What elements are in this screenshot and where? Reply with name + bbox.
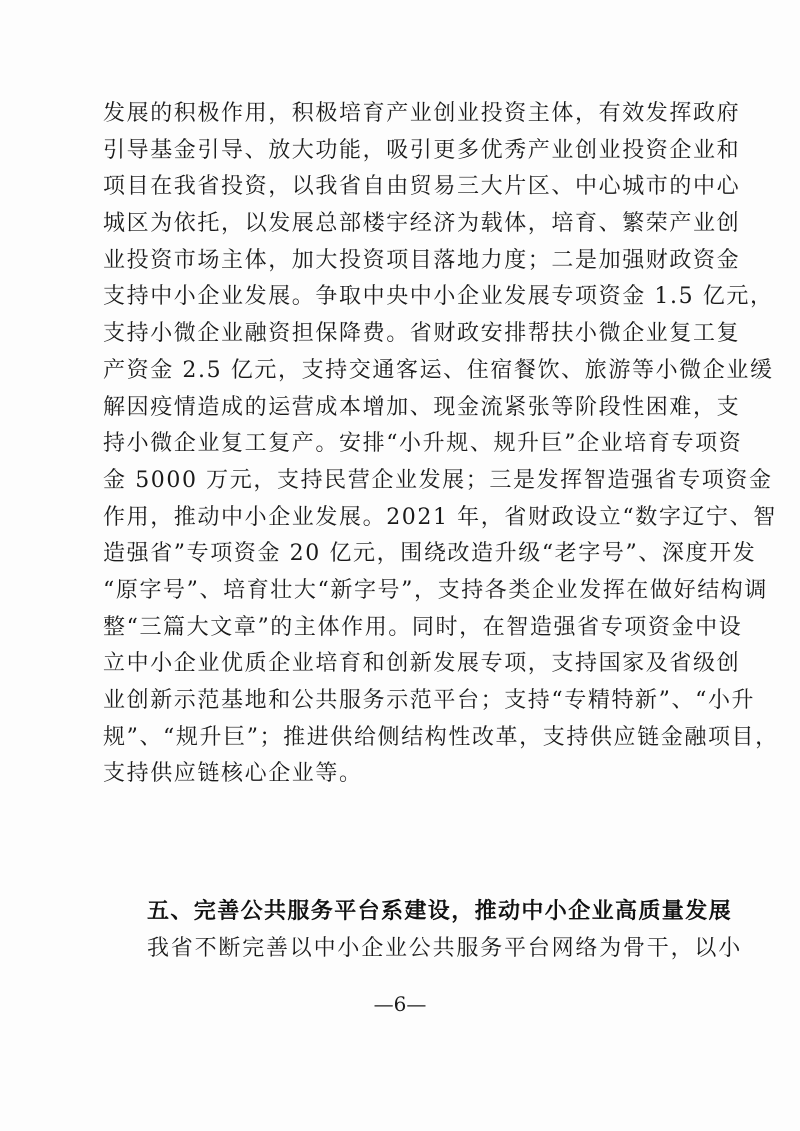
text-line: 规”、“规升巨”；推进供给侧结构性改革，支持供应链金融项目，	[103, 724, 779, 750]
text-line: 造强省”专项资金 20 亿元，围绕改造升级“老字号”、深度开发	[103, 541, 757, 567]
text-line: 引导基金引导、放大功能，吸引更多优秀产业创业投资企业和	[103, 137, 741, 163]
text-line: 项目在我省投资，以我省自由贸易三大片区、中心城市的中心	[103, 174, 741, 200]
text-line: 整“三篇大文章”的主体作用。同时，在智造强省专项资金中设	[103, 614, 743, 640]
text-line: 业投资市场主体，加大投资项目落地力度；二是加强财政资金	[103, 247, 741, 273]
text-line: 业创新示范基地和公共服务示范平台；支持“专精特新”、“小升	[103, 688, 756, 713]
text-line: 支持小微企业融资担保降费。省财政安排帮扶小微企业复工复	[103, 321, 741, 347]
page-number: —6—	[373, 992, 427, 1016]
text-line: 持小微企业复工复产。安排“小升规、规升巨”企业培育专项资	[103, 431, 743, 457]
text-line: 产资金 2.5 亿元，支持交通客运、住宿餐饮、旅游等小微企业缓	[103, 357, 774, 383]
text-line: 支持中小企业发展。争取中央中小企业发展专项资金 1.5 亿元，	[103, 284, 774, 310]
text-line: 立中小企业优质企业培育和创新发展专项，支持国家及省级创	[103, 651, 741, 677]
text-line: 城区为依托，以发展总部楼宇经济为载体，培育、繁荣产业创	[103, 211, 741, 237]
text-line: 作用，推动中小企业发展。2021 年，省财政设立“数字辽宁、智	[103, 504, 777, 530]
text-line: 支持供应链核心企业等。	[103, 761, 363, 787]
text-line: 发展的积极作用，积极培育产业创业投资主体，有效发挥政府	[103, 101, 741, 126]
text-line: 解因疫情造成的运营成本增加、现金流紧张等阶段性困难，支	[103, 394, 741, 420]
text-line: 金 5000 万元，支持民营企业发展；三是发挥智造强省专项资金	[103, 467, 773, 493]
body-text	[103, 96, 779, 793]
paragraph-start: 我省不断完善以中小企业公共服务平台网络为骨干，以小	[147, 936, 743, 961]
section-heading: 五、完善公共服务平台系建设，推动中小企业高质量发展	[147, 899, 733, 924]
text-line: “原字号”、培育壮大“新字号”，支持各类企业发挥在做好结构调	[103, 577, 768, 603]
